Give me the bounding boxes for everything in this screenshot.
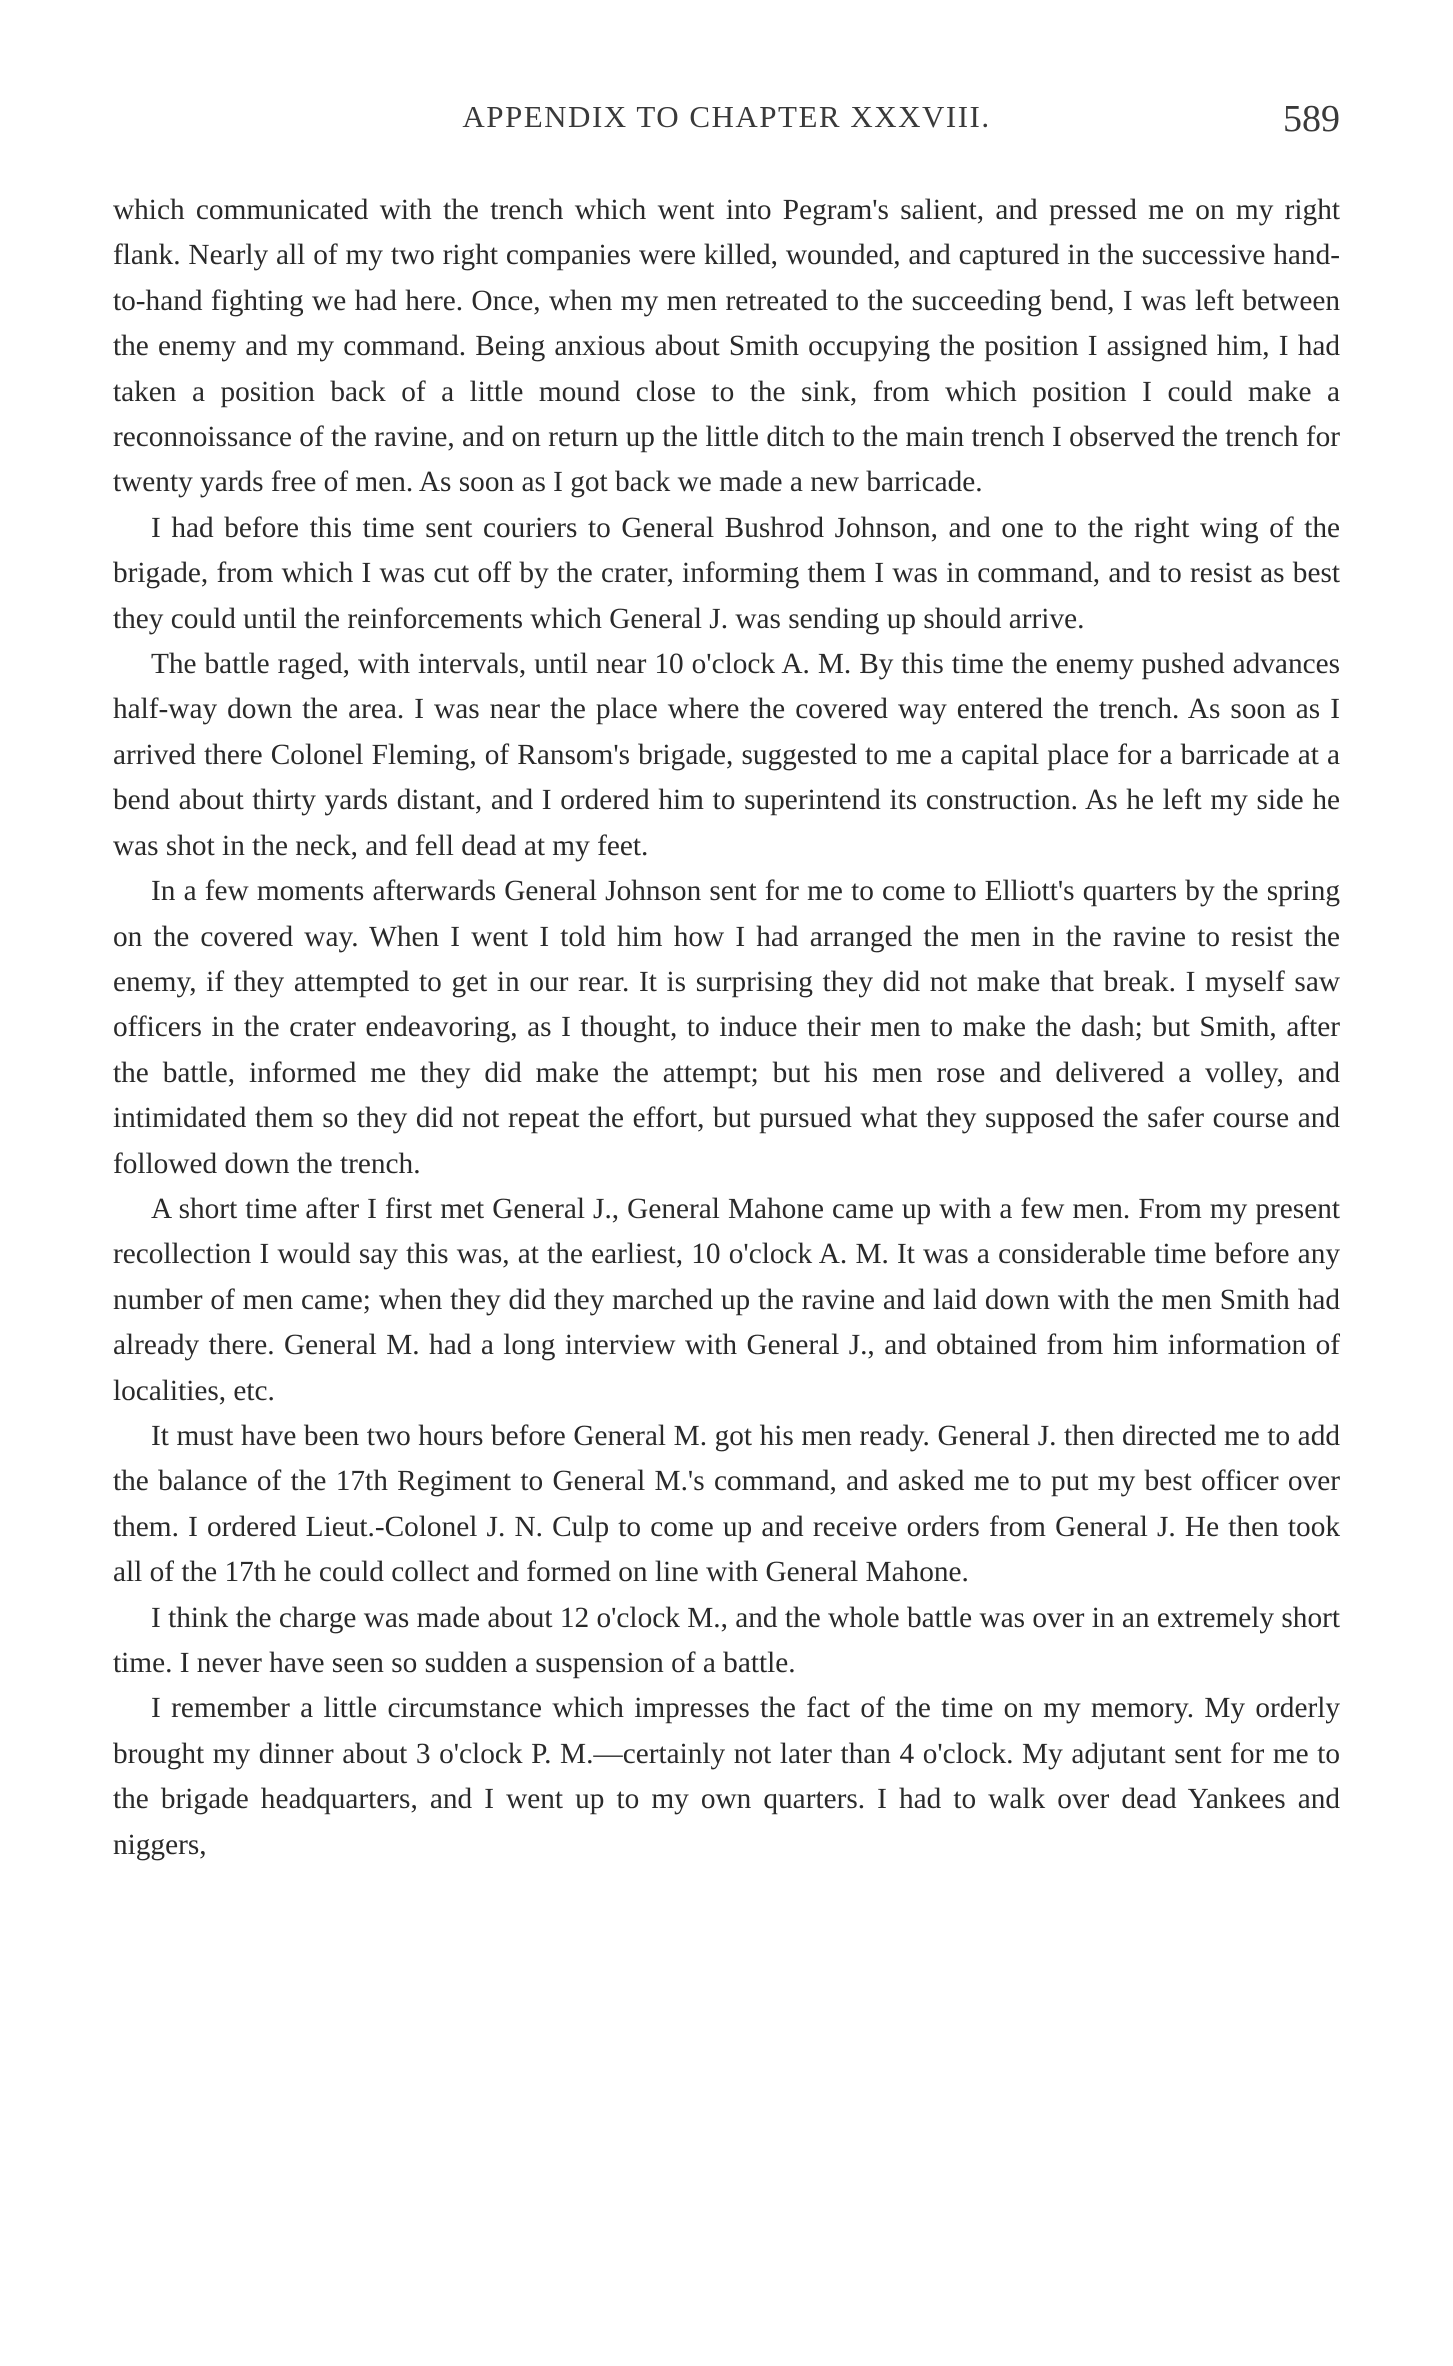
paragraph: which communicated with the trench which went into Pegram's salient, and pressed me on my right flank. Nearly all of my two right companies were killed, wounded, and captured in the successive hand-to-hand fighting we had here. Once, when my men retreated to the succeeding bend, I was left between the enemy and my command. Being anxious about Smith occupying the position I assigned him, I had taken a position back of a little mound close to the sink, from which position I could make a reconnoissance of the ravine, and on return up the little ditch to the main trench I observed the trench for twenty yards free of men. As soon as I got back we made a new barricade. — [113, 194, 1340, 499]
paragraph: I think the charge was made about 12 o'clock M., and the whole battle was over in an extremely short time. I never have seen so sudden a suspension of a battle. — [113, 1601, 1340, 1679]
paragraph: I had before this time sent couriers to General Bushrod Johnson, and one to the right wing of the brigade, from which I was cut off by the crater, informing them I was in command, and to resist as best they could until the reinforcements which General J. was sending up should arrive. — [113, 511, 1340, 635]
paragraph: I remember a little circumstance which impresses the fact of the time on my memory. My orderly brought my dinner about 3 o'clock P. M.—certainly not later than 4 o'clock. My adjutant sent for me to the brigade headquarters, and I went up to my own quarters. I had to walk over dead Yankees and niggers, — [113, 1692, 1340, 1861]
paragraph: A short time after I first met General J., General Mahone came up with a few men. From my present recollection I would say this was, at the earliest, 10 o'clock A. M. It was a considerable time before any number of men came; when they did they marched up the ravine and laid down with the men Smith had already there. General M. had a long interview with General J., and obtained from him information of localities, etc. — [113, 1192, 1340, 1407]
paragraph: In a few moments afterwards General Johnson sent for me to come to Elliott's quarters by the spring on the covered way. When I went I told him how I had arranged the men in the ravine to resist the enemy, if they attempted to get in our rear. It is surprising they did not make that break. I myself saw officers in the crater endeavoring, as I thought, to induce their men to make the dash; but Smith, after the battle, informed me they did make the attempt; but his men rose and delivered a volley, and intimidated them so they did not repeat the effort, but pursued what they supposed the safer course and followed down the trench. — [113, 875, 1340, 1180]
paragraph: The battle raged, with intervals, until near 10 o'clock A. M. By this time the enemy pushed advances half-way down the area. I was near the place where the covered way entered the trench. As soon as I arrived there Colonel Fleming, of Ransom's brigade, suggested to me a capital place for a barricade at a bend about thirty yards distant, and I ordered him to superintend its construction. As he left my side he was shot in the neck, and fell dead at my feet. — [113, 648, 1340, 862]
running-head: APPENDIX TO CHAPTER XXXVIII. — [462, 99, 991, 134]
body-text — [113, 188, 1340, 1868]
page-number: 589 — [1283, 98, 1340, 140]
paragraph: It must have been two hours before General M. got his men ready. General J. then directed me to add the balance of the 17th Regiment to General M.'s command, and asked me to put my best officer over them. I ordered Lieut.-Colonel J. N. Culp to come up and receive orders from General J. He then took all of the 17th he could collect and formed on line with General Mahone. — [113, 1419, 1340, 1589]
page-header — [113, 95, 1340, 155]
